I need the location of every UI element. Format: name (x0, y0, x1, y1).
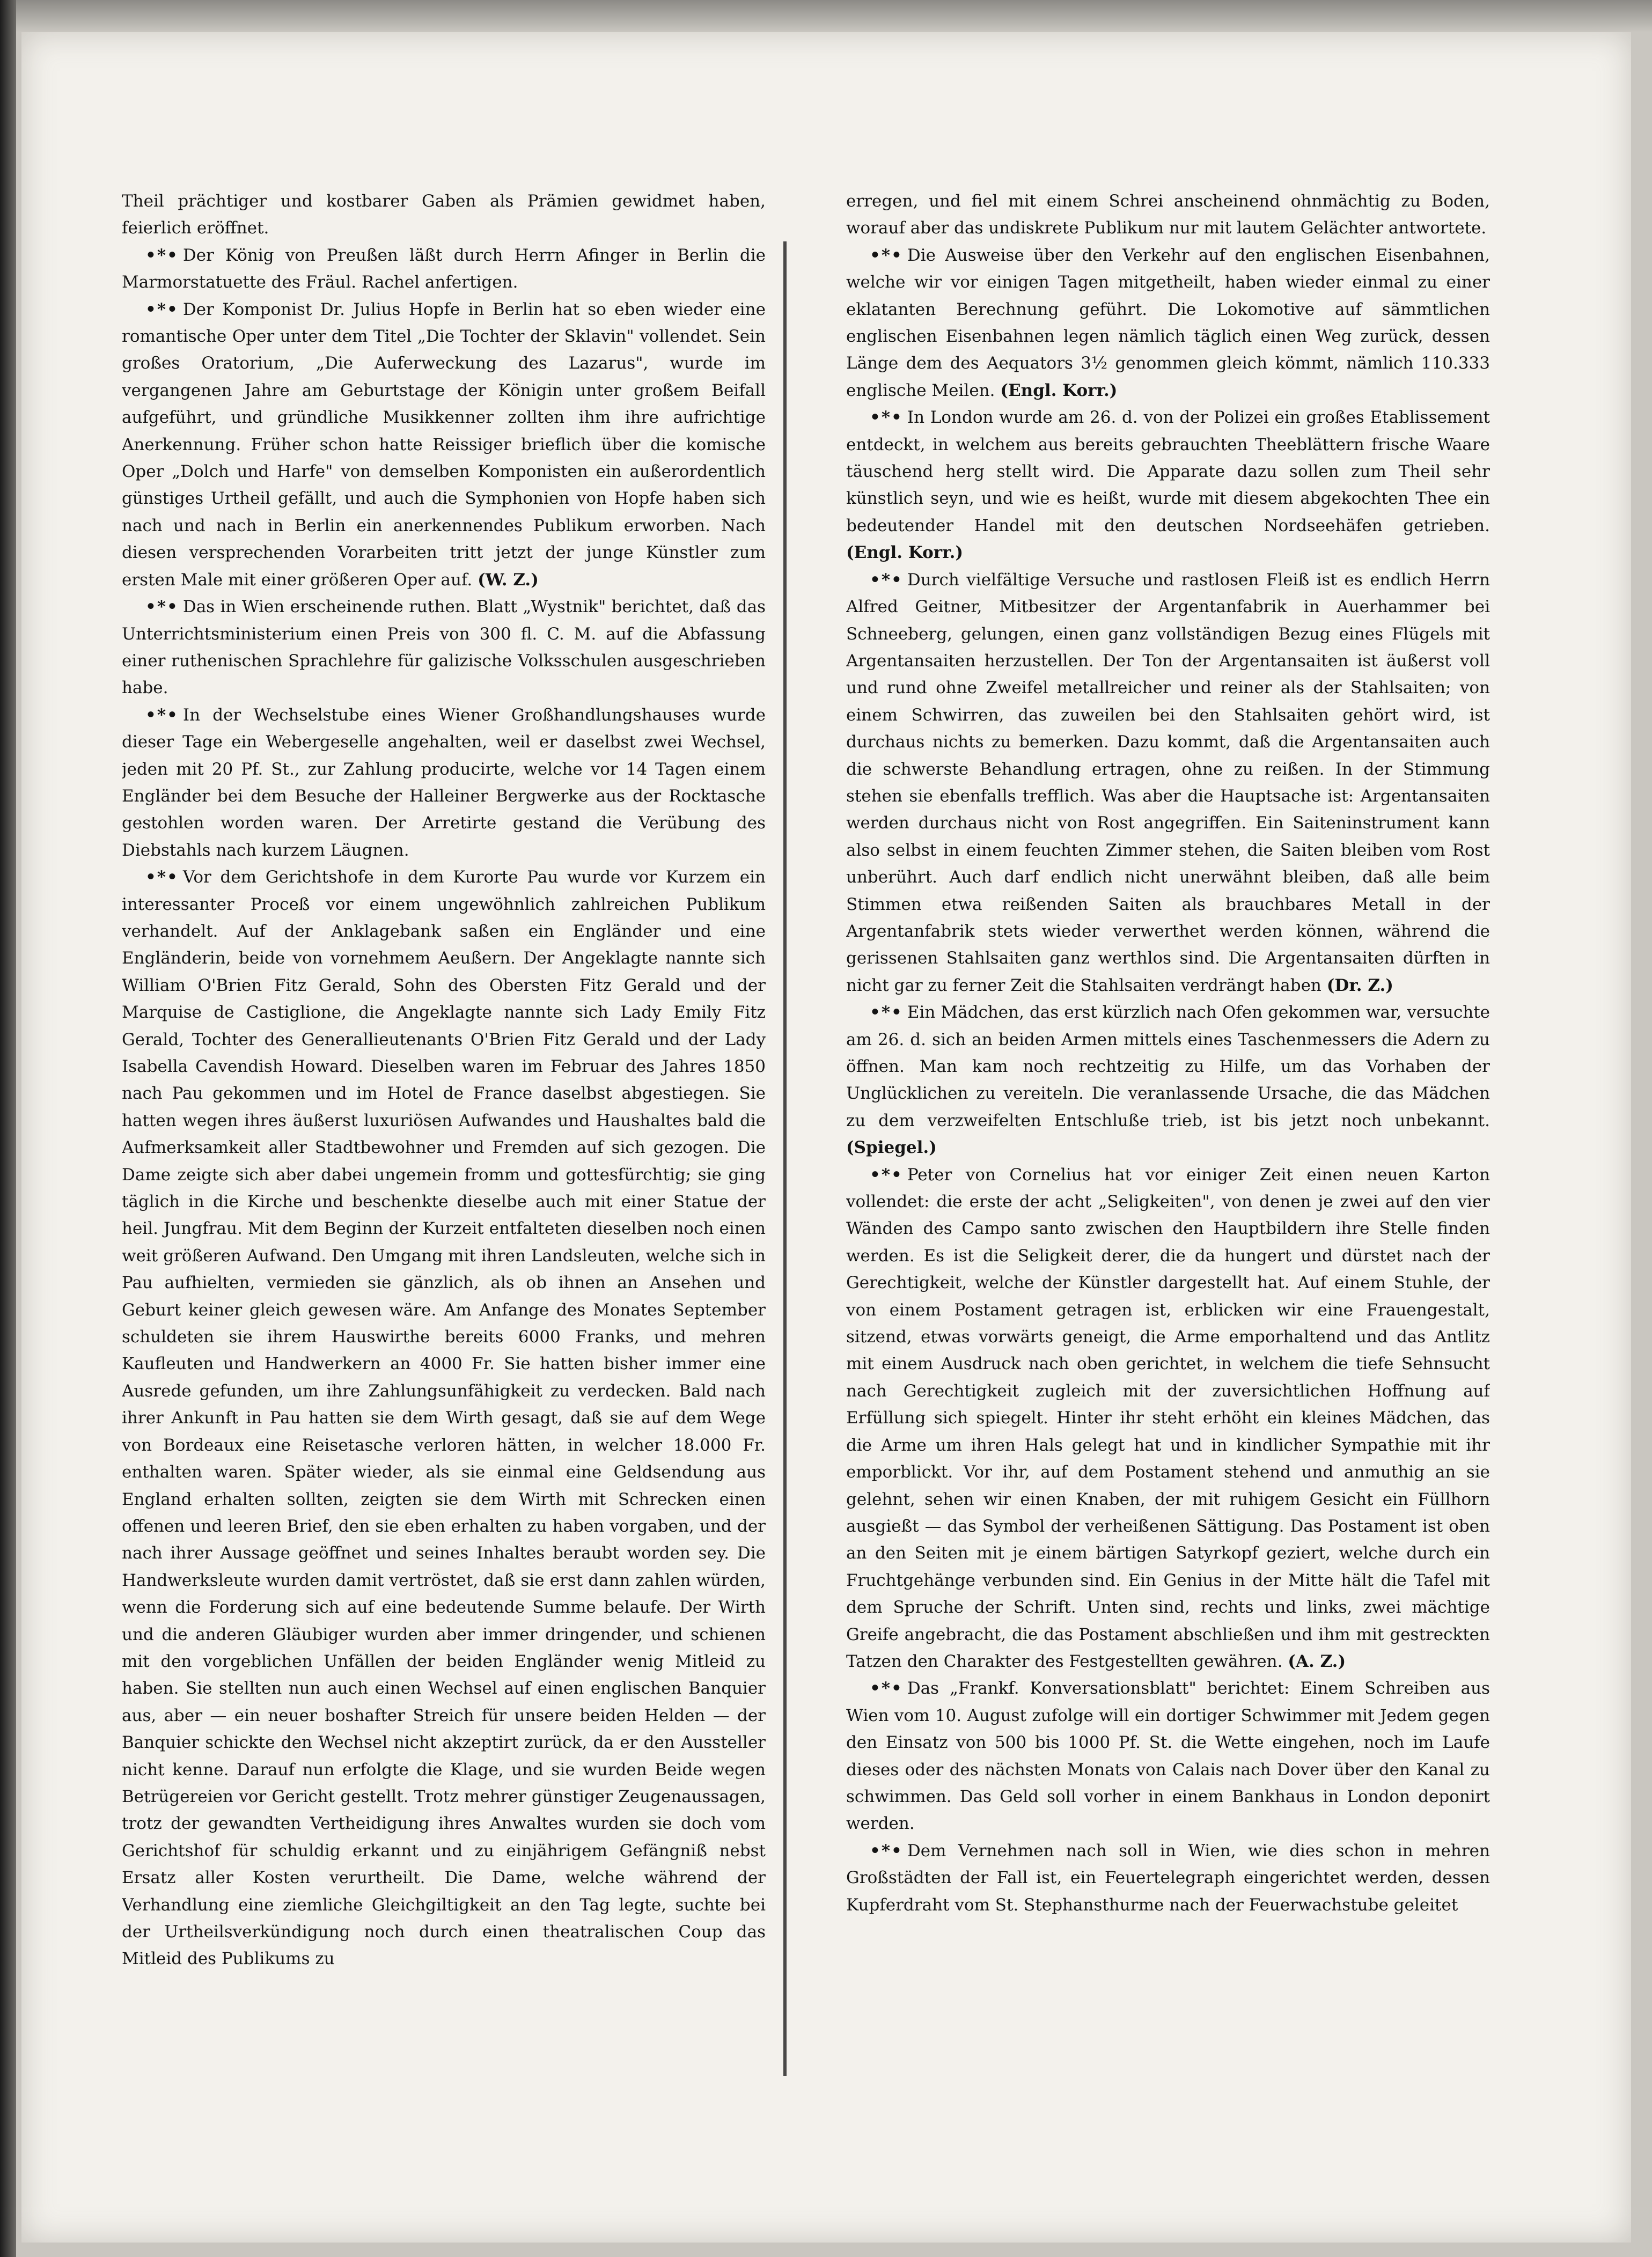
asterism-icon: •*• (870, 570, 903, 590)
article-paragraph (122, 296, 766, 593)
paragraph-text: Vor dem Gerichtshofe in dem Kurorte Pau wurde vor Kurzem ein interessanter Proceß vor einem ungewöhnlich zahlreichen Publikum verhandelt. Auf der Anklagebank saßen ein Engländer und eine Engländerin, beide von vornehmem Aeußern. Der Angeklagte nannte sich William O'Brien Fitz Gerald, Sohn des Obersten Fitz Gerald und der Marquise de Castiglione, die Angeklagte nannte sich Lady Emily Fitz Gerald, Tochter des Generallieutenants O'Brien Fitz Gerald und der Lady Isabella Cavendish Howard. Dieselben waren im Februar des Jahres 1850 nach Pau gekommen und im Hotel de France daselbst abgestiegen. Sie hatten wegen ihres äußerst luxuriösen Aufwandes und Haushaltes bald die Aufmerksamkeit aller Stadtbewohner und Fremden auf sich gezogen. Die Dame zeigte sich aber dabei ungemein fromm und gottesfürchtig; sie ging täglich in die Kirche und beschenkte dieselbe auch mit einer Statue der heil. Jungfrau. Mit dem Beginn der Kurzeit entfalteten dieselben noch einen weit größeren Aufwand. Den Umgang mit ihren Landsleuten, welche sich in Pau aufhielten, vermieden sie gänzlich, als ob ihnen an Ansehen und Geburt keiner gleich gewesen wäre. Am Anfange des Monates September schuldeten sie ihrem Hauswirthe bereits 6000 Franks, und mehren Kaufleuten und Handwerkern an 4000 Fr. Sie hatten bisher immer eine Ausrede gefunden, um ihre Zahlungsunfähigkeit zu verdecken. Bald nach ihrer Ankunft in Pau hatten sie dem Wirth gesagt, daß sie auf dem Wege von Bordeaux eine Reisetasche verloren hätten, in welcher 18.000 Fr. enthalten waren. Später wieder, als sie einmal eine Geldsendung aus England erhalten sollten, zeigten sie dem Wirth mit Schrecken einen offenen und leeren Brief, den sie eben erhalten zu haben vorgaben, und der nach ihrer Aussage geöffnet und seines Inhaltes beraubt worden sey. Die Handwerksleute wurden damit vertröstet, daß sie erst dann zahlen würden, wenn die Forderung sich auf eine bedeutende Summe belaufe. Der Wirth und die anderen Gläubiger wurden aber immer dringender, und schienen mit den vorgeblichen Unfällen der beiden Engländer wenig Mitleid zu haben. Sie stellten nun auch einen Wechsel auf einen englischen Banquier aus, aber — ein neuer boshafter Streich für unsere beiden Helden — der Banquier schickte den Wechsel nicht akzeptirt zurück, da er den Aussteller nicht kenne. Darauf nun erfolgte die Klage, und sie wurden Beide wegen Betrügereien vor Gericht gestellt. Trotz mehrer günstiger Zeugenaussagen, trotz der gewandten Vertheidigung ihres Anwaltes wurden sie doch vom Gerichtshof für schuldig erkannt und zu einjährigem Gefängniß nebst Ersatz aller Kosten verurtheilt. Die Dame, welche während der Verhandlung eine ziemliche Gleichgiltigkeit an den Tag legte, suchte bei der Urtheilsverkündigung noch durch einen theatralischen Coup das Mitleid des Publikums zu (122, 867, 766, 1969)
paragraph-text: Peter von Cornelius hat vor einiger Zeit einen neuen Karton vollendet: die erste der acht „Seligkeiten", von denen je zwei auf den vier Wänden des Campo santo zwischen den Hauptbildern ihre Stelle finden werden. Es ist die Seligkeit derer, die da hungert und dürstet nach der Gerechtigkeit, welche der Künstler dargestellt hat. Auf einem Stuhle, der von einem Postament getragen ist, erblicken wir eine Frauengestalt, sitzend, etwas vorwärts geneigt, die Arme emporhaltend und das Antlitz mit einem Ausdruck nach oben gerichtet, in welchem die tiefe Sehnsucht nach Gerechtigkeit zugleich mit der zuversichtlichen Hoffnung auf Erfüllung sich spiegelt. Hinter ihr steht erhöht ein kleines Mädchen, das die Arme um ihren Hals gelegt hat und in kindlicher Sympathie mit ihr emporblickt. Vor ihr, auf dem Postament stehend und anmuthig an sie gelehnt, sehen wir einen Knaben, der mit ruhigem Gesicht ein Füllhorn ausgießt — das Symbol der verheißenen Sättigung. Das Postament ist oben an den Seiten mit je einem bärtigen Satyrkopf geziert, welche durch ein Fruchtgehänge verbunden sind. Ein Genius in der Mitte hält die Tafel mit dem Spruche der Schrift. Unten sind, rechts und links, zwei mächtige Greife angebracht, die das Postament abschließen und ihm mit gestreckten Tatzen den Charakter des Festgestellten gewähren. (846, 1165, 1490, 1671)
paragraph-text: Durch vielfältige Versuche und rastlosen Fleiß ist es endlich Herrn Alfred Geitner, Mitbesitzer der Argentanfabrik in Auerhammer bei Schneeberg, gelungen, einen ganz vollständigen Bezug eines Flügels mit Argentansaiten herzustellen. Der Ton der Argentansaiten ist äußerst voll und rund ohne Zweifel metallreicher und reiner als der Stahlsaiten; von einem Schwirren, das zuweilen bei den Stahlsaiten gehört wird, ist durchaus nichts zu bemerken. Dazu kommt, daß die Argentansaiten auch die schwerste Behandlung ertragen, ohne zu reißen. In der Stimmung stehen sie ebenfalls trefflich. Was aber die Hauptsache ist: Argentansaiten werden durchaus nicht von Rost angegriffen. Ein Saiteninstrument kann also selbst in einem feuchten Zimmer stehen, die Saiten bleiben vom Rost unberührt. Auch darf endlich nicht unerwähnt bleiben, daß alle beim Stimmen etwa reißenden Saiten als brauchbares Metall in der Argentanfabrik stets wieder verwerthet werden können, während die gerissenen Stahlsaiten ganz werthlos sind. Die Argentansaiten dürften in nicht gar zu ferner Zeit die Stahlsaiten verdrängt haben (846, 570, 1490, 995)
paragraph-text: Ein Mädchen, das erst kürzlich nach Ofen gekommen war, versuchte am 26. d. sich an beiden Armen mittels eines Taschenmessers die Adern zu öffnen. Man kam noch rechtzeitig zu Hilfe, um das Vorhaben der Unglücklichen zu vereiteln. Die veranlassende Ursache, die das Mädchen zu dem verzweifelten Entschluße trieb, ist bis jetzt noch unbekannt. (846, 1003, 1490, 1130)
article-paragraph (122, 702, 766, 864)
asterism-icon: •*• (145, 705, 179, 725)
asterism-icon: •*• (870, 245, 903, 265)
source-credit: (Spiegel.) (846, 1138, 937, 1158)
paragraph-text: In London wurde am 26. d. von der Polizei ein großes Etablissement entdeckt, in welchem aus bereits gebrauchten Theeblättern frische Waare täuschend herg stellt wird. Die Apparate dazu sollen zum Theil sehr künstlich seyn, und wie es heißt, wurde mit diesem abgekochten Thee ein bedeutender Handel mit den deutschen Nordseehäfen getrieben. (846, 408, 1490, 535)
article-paragraph (846, 404, 1490, 566)
article-paragraph (846, 999, 1490, 1161)
article-paragraph (122, 864, 766, 1973)
source-credit: (Engl. Korr.) (846, 543, 964, 563)
left-column (122, 188, 766, 2103)
asterism-icon: •*• (145, 299, 179, 319)
source-credit: (Dr. Z.) (1326, 975, 1393, 995)
article-paragraph (846, 242, 1490, 404)
article-paragraph (846, 567, 1490, 999)
article-paragraph (846, 188, 1490, 242)
article-paragraph (846, 1675, 1490, 1837)
asterism-icon: •*• (870, 1679, 903, 1699)
asterism-icon: •*• (870, 1003, 903, 1023)
asterism-icon: •*• (145, 245, 179, 265)
source-credit: (A. Z.) (1288, 1651, 1346, 1671)
paragraph-text: In der Wechselstube eines Wiener Großhandlungshauses wurde dieser Tage ein Webergeselle angehalten, weil er daselbst zwei Wechsel, jeden mit 20 Pf. St., zur Zahlung producirte, welche vor 14 Tagen einem Engländer bei dem Besuche der Halleiner Bergwerke aus der Rocktasche gestohlen worden waren. Der Arretirte gestand die Verübung des Diebstahls nach kurzem Läugnen. (122, 705, 766, 860)
article-paragraph (122, 593, 766, 702)
paragraph-text: Das in Wien erscheinende ruthen. Blatt „Wystnik" berichtet, daß das Unterrichtsministerium einen Preis von 300 fl. C. M. auf die Abfassung einer ruthenischen Sprachlehre für galizische Volksschulen ausgeschrieben habe. (122, 597, 766, 698)
paragraph-text: erregen, und fiel mit einem Schrei anscheinend ohnmächtig zu Boden, worauf aber das undiskrete Publikum nur mit lautem Gelächter antwortete. (846, 192, 1490, 238)
asterism-icon: •*• (145, 867, 179, 887)
paragraph-text: Der Komponist Dr. Julius Hopfe in Berlin hat so eben wieder eine romantische Oper unter dem Titel „Die Tochter der Sklavin" vollendet. Sein großes Oratorium, „Die Auferweckung des Lazarus", wurde im vergangenen Jahre am Geburtstage der Königin unter großem Beifall aufgeführt, und gründliche Musikkenner zollten ihm ihre aufrichtige Anerkennung. Früher schon hatte Reissiger brieflich über die komische Oper „Dolch und Harfe" von demselben Komponisten ein außerordentlich günstiges Urtheil gefällt, und auch die Symphonien von Hopfe haben sich nach und nach in Berlin ein anerkennendes Publikum erworben. Nach diesen versprechenden Vorarbeiten tritt jetzt der junge Künstler zum ersten Male mit einer größeren Oper auf. (122, 299, 766, 590)
asterism-icon: •*• (870, 1841, 903, 1861)
right-column (846, 188, 1490, 2103)
asterism-icon: •*• (870, 408, 903, 428)
source-credit: (W. Z.) (478, 570, 539, 590)
article-paragraph (846, 1837, 1490, 1918)
scan-shadow-top (0, 0, 1652, 32)
paragraph-text: Das „Frankf. Konversationsblatt" berichtet: Einem Schreiben aus Wien vom 10. August zufolge will ein dortiger Schwimmer mit Jedem gegen den Einsatz von 500 bis 1000 Pf. St. die Wette eingehen, noch im Laufe dieses oder des nächsten Monats von Calais nach Dover über den Kanal zu schwimmen. Das Geld soll vorher in einem Bankhaus in London deponirt werden. (846, 1679, 1490, 1834)
paragraph-text: Theil prächtiger und kostbarer Gaben als Prämien gewidmet haben, feierlich eröffnet. (122, 192, 766, 238)
asterism-icon: •*• (145, 597, 179, 617)
source-credit: (Engl. Korr.) (1000, 380, 1118, 400)
asterism-icon: •*• (870, 1165, 903, 1185)
article-paragraph (122, 188, 766, 242)
newspaper-page (21, 32, 1631, 2243)
scan-shadow-left (0, 0, 16, 2257)
column-divider (783, 241, 787, 2076)
article-paragraph (846, 1161, 1490, 1675)
paragraph-text: Dem Vernehmen nach soll in Wien, wie dies schon in mehren Großstädten der Fall ist, ein Feuertelegraph eingerichtet werden, dessen Kupferdraht vom St. Stephansthurme nach der Feuerwachstube geleitet (846, 1841, 1490, 1915)
paragraph-text: Die Ausweise über den Verkehr auf den englischen Eisenbahnen, welche wir vor einigen Tagen mitgetheilt, haben wieder einmal zu einer eklatanten Berechnung geführt. Die Lokomotive auf sämmtlichen englischen Eisenbahnen legen nämlich täglich einen Weg zurück, dessen Länge dem des Aequators 3½ genommen gleich kömmt, nämlich 110.333 englische Meilen. (846, 245, 1490, 400)
article-paragraph (122, 242, 766, 296)
paragraph-text: Der König von Preußen läßt durch Herrn Afinger in Berlin die Marmorstatuette des Fräul. Rachel anfertigen. (122, 245, 766, 292)
